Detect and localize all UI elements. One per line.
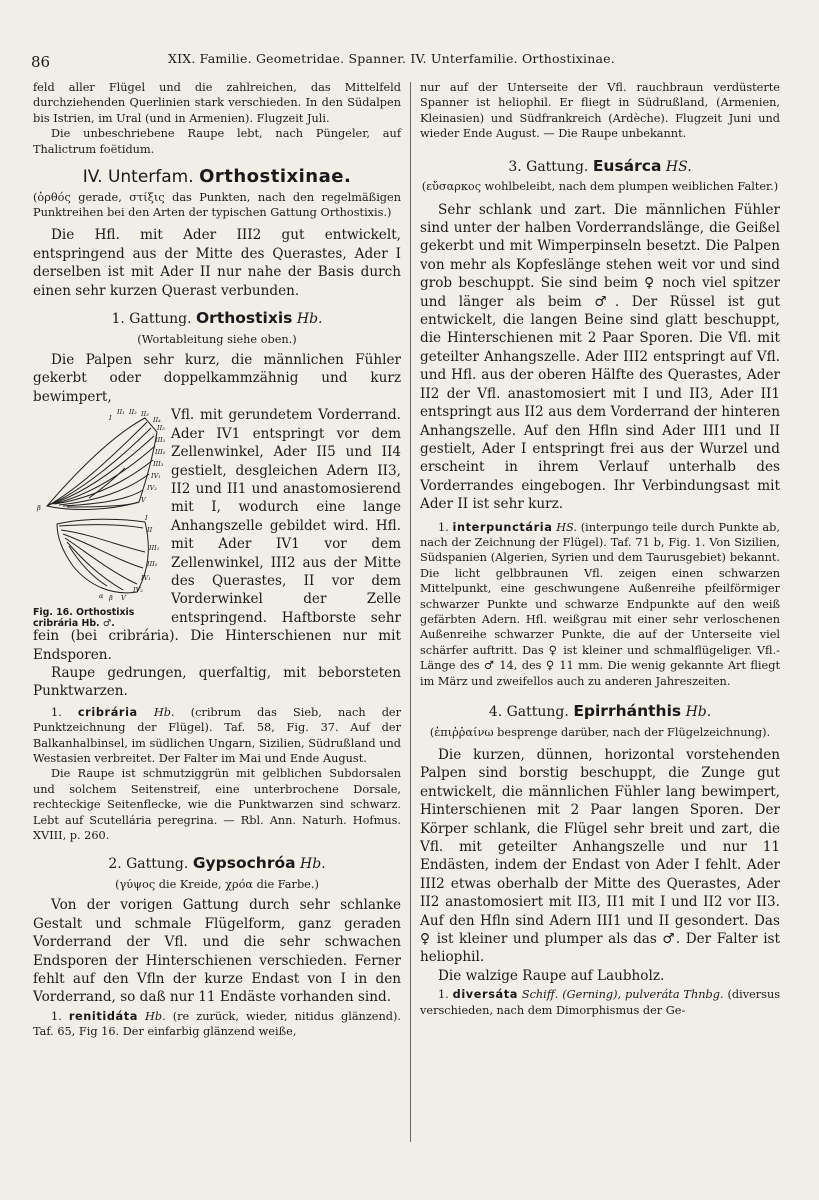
genus-3-author: HS.	[665, 158, 692, 175]
fig-label-hw-iii1: III₁	[149, 544, 160, 553]
genus-2-heading	[33, 855, 401, 873]
fig-label-iv2: IV₂	[147, 484, 157, 493]
fig-label-hw-iv1: IV₁	[141, 574, 151, 583]
fig-label-iii1: III₁	[155, 436, 165, 445]
fig-label-v: V	[141, 496, 146, 505]
fig-label-hw-iv2: IV₂	[133, 586, 143, 595]
right-column	[420, 80, 780, 1018]
fig-label-iii3: III₃	[153, 460, 164, 469]
genus-3-etymology: (εὔσαρκος wohlbeleibt, nach dem plumpen weiblichen Falter.)	[421, 180, 779, 194]
genus-2-name: Gypsochróa	[192, 854, 296, 873]
species-name: diversáta	[452, 988, 518, 1002]
genus-3-description: Sehr schlank und zart. Die männlichen Fühler sind unter der halben Vorderrandslänge, die Geißel gekerbt und mit Wimperpinseln besetzt. Die Palpen von mehr als Kopfeslänge stehen weit vor und sind grob beschuppt. Sie sind beim ♀ noch viel spitzer und länger als beim ♂. Der Rüssel ist gut entwickelt, die langen Beine sind glatt beschuppt, die Hinterschienen mit 2 Paar Sporen. Die Vfl. mit geteilter Anhangszelle. Ader III2 entspringt auf Vfl. und Hfl. aus der oberen Hälfte des Querastes, Ader II2 der Vfl. anastomosiert mit I und II3, Ader II1 entspringt aus II2 aus dem Vorderrand der hinteren Anhangszelle. Auf den Hfln sind Ader III1 und II gestielt, Ader I entspringt frei aus der Wurzel und erscheint in ihrem Verlauf unterhalb des Vorderrandes eingebogen. Ihr Verbindungsast mit Ader II ist sehr kurz.	[420, 201, 780, 513]
genus-1-heading	[33, 310, 401, 328]
genus-4-prefix: 4. Gattung.	[488, 704, 569, 720]
genus-1-description-b: Vfl. mit gerundetem Vorderrand. Ader IV1 entspringt vor dem Zellenwinkel, Ader II5 und II4 gestielt, desgleichen Adern II3, II2 und II1 und anastomosierend mit I, wodurch eine lange Anhangszelle gebildet wird. Hfl. mit Ader IV1 vor dem Zellenwinkel, III2 aus der Mitte des Querastes, II vor dem Vorderwinkel der Zelle entspringend. Haftborste sehr fein (bei cribrária). Die Hinterschienen nur mit Endsporen.	[33, 407, 401, 663]
species-text: (cribrum das Sieb, nach der Punktzeichnung der Flügel). Taf. 58, Fig. 37. Auf der Balkanhalbinsel, im südlichen Ungarn, Sizilien, Südrußland und Westasien verbreitet. Der Falter im Mai und Ende August.	[33, 705, 402, 765]
genus-1-prefix: 1. Gattung.	[111, 311, 192, 328]
genus-2-prefix: 2. Gattung.	[108, 856, 189, 873]
fig-label-hw-beta: β	[109, 594, 113, 603]
genus-4-name: Epirrhánthis	[573, 702, 682, 720]
intro-paragraph: feld aller Flügel und die zahlreichen, das Mittelfeld durchziehenden Querlinien stark verschieden. In den Südalpen bis Istrien, im Ural (und in Armenien). Flugzeit Juli.	[33, 81, 401, 125]
species-author: Hb.	[153, 705, 175, 719]
species-name: renitidáta	[68, 1009, 138, 1023]
figure-caption: Fig. 16. Orthostixis cribrária Hb. ♂.	[33, 606, 135, 629]
species-author: Hb.	[145, 1009, 166, 1023]
genus-4-author: Hb.	[685, 704, 712, 720]
fig-label-top-3: II₃	[141, 410, 149, 419]
species-number: 1.	[438, 988, 449, 1002]
species-name: cribrária	[77, 705, 138, 719]
genus-1-raupe: Raupe gedrungen, querfaltig, mit beborsteten Punktwarzen.	[33, 664, 401, 700]
fig-label-alpha: α	[99, 592, 104, 601]
species-diversata	[420, 987, 780, 1018]
species-cribraria-raupe: Die Raupe ist schmutziggrün mit gelblichen Subdorsalen und solchem Seitenstreif, eine unterbrochene Dorsale, rechteckige Seitenflecke, wie die Punktwarzen sind schwarz. Lebt auf Scutellária peregrina. — Rbl. Ann. Naturh. Hofmus. XVIII, p. 260.	[33, 767, 401, 843]
species-author: Schiff. (Gerning), pulveráta Thnbg.	[521, 988, 724, 1002]
species-interpunctaria	[420, 520, 780, 689]
species-text: (re zurück, wieder, nitidus glänzend). Taf. 65, Fig 16. Der einfarbig glänzend weiße,	[33, 1009, 401, 1039]
subfamily-name: Orthostixinae.	[199, 166, 352, 188]
wing-venation-drawing	[33, 406, 165, 602]
genus-4-etymology: (ἐπιῤῥαίνω besprenge darüber, nach der Flügelzeichnung).	[429, 725, 771, 739]
species-author: HS.	[556, 520, 577, 534]
fig-label-top-5: II₅	[157, 424, 165, 433]
genus-4-raupe: Die walzige Raupe auf Laubholz.	[438, 967, 665, 984]
genus-1-etymology: (Wortableitung siehe oben.)	[137, 332, 297, 346]
genus-1-author: Hb.	[296, 311, 323, 328]
genus-2-author: Hb.	[300, 856, 326, 873]
continuation-paragraph: nur auf der Unterseite der Vfl. rauchbraun verdüsterte Spanner ist heliophil. Er fliegt in Südrußland, (Armenien, Kleinasien) und Südfrankreich (Ardèche). Flugzeit Juni und wieder Ende August. — Die Raupe unbekannt.	[420, 81, 780, 141]
fig-label-top-4: II₄	[153, 416, 161, 425]
fig-label-hw-ii: II	[147, 526, 153, 535]
fig-label-top-2: II₂	[129, 408, 137, 417]
genus-1-description-a: Die Palpen sehr kurz, die männlichen Fühler gekerbt oder doppelkammzähnig und kurz bewimpert,	[33, 352, 401, 405]
species-text: (diversus verschieden, nach dem Dimorphismus der Ge-	[420, 988, 781, 1017]
genus-2-etymology: (γύψος die Kreide, χρόα die Farbe.)	[115, 878, 319, 892]
genus-4-description: Die kurzen, dünnen, horizontal vorstehenden Palpen sind borstig beschuppt, die Zunge gut entwickelt, die männlichen Fühler lang bewimpert, Hinterschienen mit 2 Paar langen Sporen. Der Körper schlank, die Flügel sehr breit und zart, die Vfl. mit geteilter Anhangszelle und nur 11 Endästen, indem der Endast von Ader I fehlt. Ader III2 etwas oberhalb der Mitte des Querastes, Ader II2 anastomosiert mit II3, II1 mit I und II2 vor II3. Auf den Hfln sind Adern III1 und II gesondert. Das ♀ ist kleiner und plumper als das ♂. Der Falter ist heliophil.	[420, 747, 780, 966]
left-column	[33, 80, 401, 1040]
species-number: 1.	[51, 1009, 62, 1023]
subfamily-prefix: IV. Unterfam.	[82, 167, 194, 188]
species-text: (interpungo teile durch Punkte ab, nach der Zeichnung der Flügel). Taf. 71 b, Fig. 1. Von Sizilien, Südspanien (Algerien, Syrien und dem Taurusgebiet) bekannt. Die licht gelbbraunen Vfl. zeigen einen schwarzen Mittelpunkt, eine geschwungene Außenreihe pfeilförmiger schwarzer Punkte und schwarze Endpunkte auf den weiß gefärbten Adern. Hfl. weißgrau mit einer sehr verloschenen Außenreihe schwarzer Punkte, die auf der Unterseite viel schärfer auftritt. Das ♀ ist kleiner und schmalflügeliger. Vfl.-Länge des ♂ 14, des ♀ 11 mm. Die wenig gekannte Art fliegt im März und zweifellos auch zu anderen Jahreszeiten.	[420, 520, 780, 688]
species-cribraria	[33, 705, 401, 767]
species-number: 1.	[438, 520, 449, 534]
genus-4-heading	[420, 703, 780, 721]
intro-raupe-paragraph: Die unbeschriebene Raupe lebt, nach Püngeler, auf Thalictrum foëtidum.	[33, 127, 401, 156]
wing-venation-figure	[33, 406, 165, 629]
fig-label-i: I	[109, 414, 112, 423]
running-title: XIX. Familie. Geometridae. Spanner. IV. Unterfamilie. Orthostixinae.	[168, 51, 615, 66]
genus-3-name: Eusárca	[592, 156, 662, 175]
fig-label-hw-iii2: III₂	[147, 560, 158, 569]
genus-2-description: Von der vorigen Gattung durch sehr schlanke Gestalt und schmale Flügelform, ganz geraden Vorderrand der Vfl. und die sehr schwachen Endsporen der Hinterschienen verschieden. Ferner fehlt auf den Vfln der kurze Endast von I in den Vorderrand, so daß nur 11 Endäste vorhanden sind.	[33, 897, 401, 1006]
fig-label-iv1: IV₁	[151, 472, 161, 481]
column-divider	[410, 82, 411, 1142]
genus-3-prefix: 3. Gattung.	[508, 158, 589, 175]
subfamily-description: Die Hfl. mit Ader III2 gut entwickelt, entspringend aus der Mitte des Querastes, Ader I derselben ist mit Ader II nur nahe der Basis durch einen sehr kurzen Querast verbunden.	[33, 227, 401, 299]
fig-label-top: II₁	[117, 408, 125, 417]
genus-1-name: Orthostixis	[196, 309, 293, 328]
subfamily-heading	[33, 166, 401, 188]
fig-label-beta: β	[37, 504, 41, 513]
genus-3-heading	[420, 158, 780, 176]
fig-label-hw-i: I	[145, 514, 148, 523]
fig-label-hw-v: V	[121, 594, 126, 603]
species-name: interpunctária	[452, 520, 553, 534]
species-number: 1.	[51, 705, 62, 719]
subfamily-etymology: (ὀρθός gerade, στίξις das Punkten, nach den regelmäßigen Punktreihen bei den Arten der typischen Gattung Orthostixis.)	[33, 190, 401, 220]
page-number: 86	[31, 53, 51, 71]
fig-label-iii2: III₂	[155, 448, 165, 457]
species-renitidata	[33, 1009, 401, 1040]
